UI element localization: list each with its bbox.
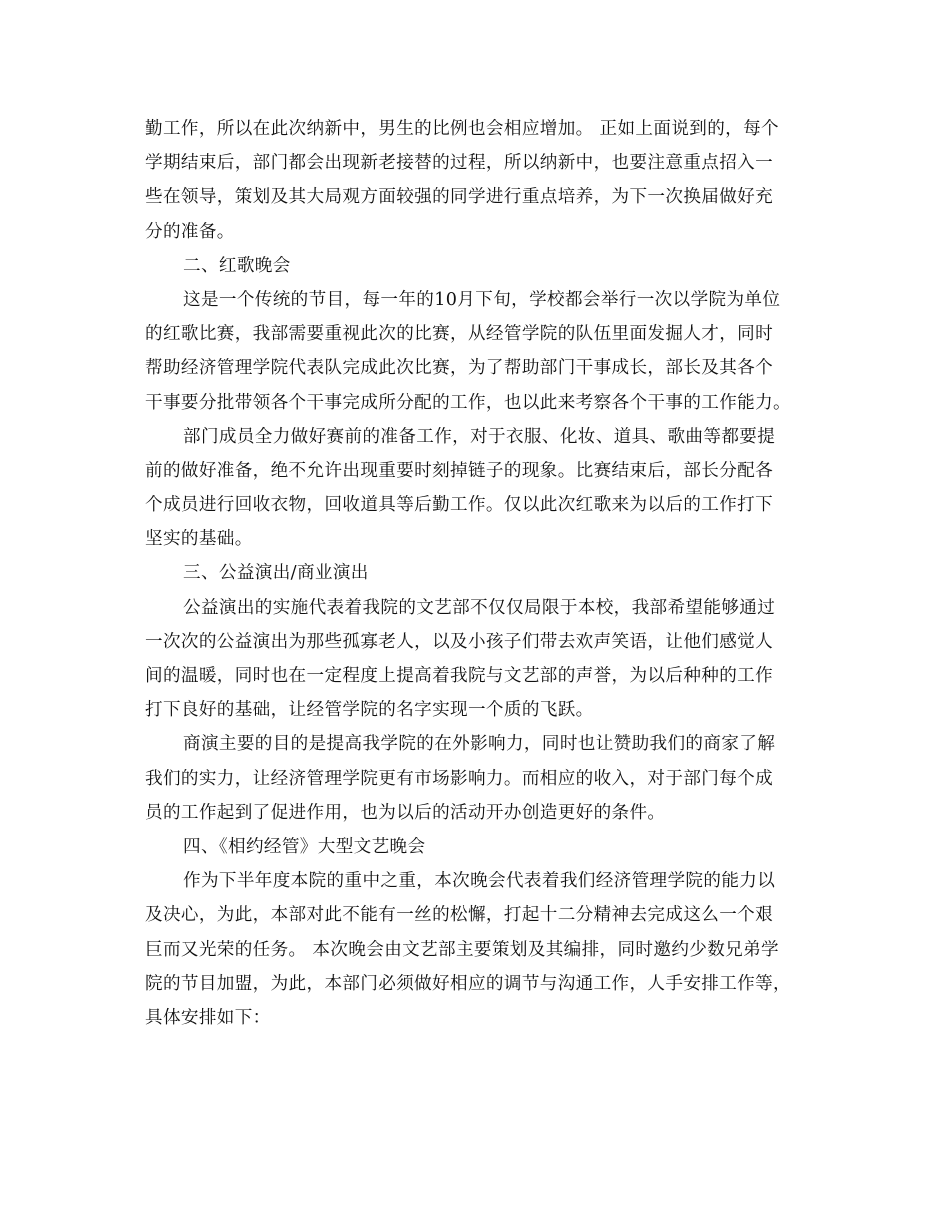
- text-line: 坚实的基础。: [145, 529, 253, 550]
- text-line: 四、《相约经管》大型文艺晚会: [183, 836, 426, 857]
- text-line: 员的工作起到了促进作用，也为以后的活动开办创造更好的条件。: [145, 802, 666, 823]
- text-line: 这是一个传统的节目，每一年的10月下旬，学校都会举行一次以学院为单位: [183, 289, 781, 310]
- text-line: 间的温暖，同时也在一定程度上提高着我院与文艺部的声誉，为以后种种的工作: [145, 666, 774, 686]
- text-line: 的红歌比赛，我部需要重视此次的比赛，从经管学院的队伍里面发掘人才，同时: [145, 324, 774, 345]
- text-line: 打下良好的基础，让经管学院的名字实现一个质的飞跃。: [145, 700, 594, 721]
- text-line: 学期结束后，部门都会出现新老接替的过程，所以纳新中，也要注意重点招入一: [145, 153, 774, 174]
- text-line: 作为下半年度本院的重中之重，本次晚会代表着我们经济管理学院的能力以: [183, 871, 776, 892]
- document-body: [145, 112, 807, 1035]
- text-line: 三、公益演出/商业演出: [183, 563, 369, 584]
- text-line: 部门成员全力做好赛前的准备工作，对于衣服、化妆、道具、歌曲等都要提: [183, 426, 776, 447]
- text-line: 我们的实力，让经济管理学院更有市场影响力。而相应的收入，对于部门每个成: [145, 768, 774, 789]
- text-line: 勤工作，所以在此次纳新中，男生的比例也会相应增加。 正如上面说到的，每个: [145, 119, 779, 139]
- text-line: 干事要分批带领各个干事完成所分配的工作，也以此来考察各个干事的工作能力。: [145, 392, 791, 413]
- text-line: 些在领导，策划及其大局观方面较强的同学进行重点培养，为下一次换届做好充: [145, 187, 774, 208]
- text-line: 公益演出的实施代表着我院的文艺部不仅仅局限于本校，我部希望能够通过: [183, 597, 776, 618]
- text-line: 院的节目加盟，为此，本部门必须做好相应的调节与沟通工作，人手安排工作等，: [145, 973, 791, 994]
- text-line: 分的准备。: [145, 221, 235, 242]
- text-line: 商演主要的目的是提高我学院的在外影响力，同时也让赞助我们的商家了解: [183, 734, 776, 755]
- text-line: 具体安排如下：: [145, 1007, 271, 1028]
- text-line: 巨而又光荣的任务。 本次晚会由文艺部主要策划及其编排，同时邀约少数兄弟学: [145, 939, 779, 960]
- text-line: 帮助经济管理学院代表队完成此次比赛，为了帮助部门干事成长，部长及其各个: [145, 358, 774, 379]
- text-line: 及决心，为此，本部对此不能有一丝的松懈，打起十二分精神去完成这么一个艰: [145, 905, 774, 926]
- text-line: 前的做好准备，绝不允许出现重要时刻掉链子的现象。比赛结束后，部长分配各: [145, 460, 774, 481]
- text-line: 一次次的公益演出为那些孤寡老人，以及小孩子们带去欢声笑语，让他们感觉人: [145, 631, 774, 652]
- text-line: 二、红歌晚会: [183, 255, 291, 276]
- text-line: 个成员进行回收衣物，回收道具等后勤工作。仅以此次红歌来为以后的工作打下: [145, 495, 774, 516]
